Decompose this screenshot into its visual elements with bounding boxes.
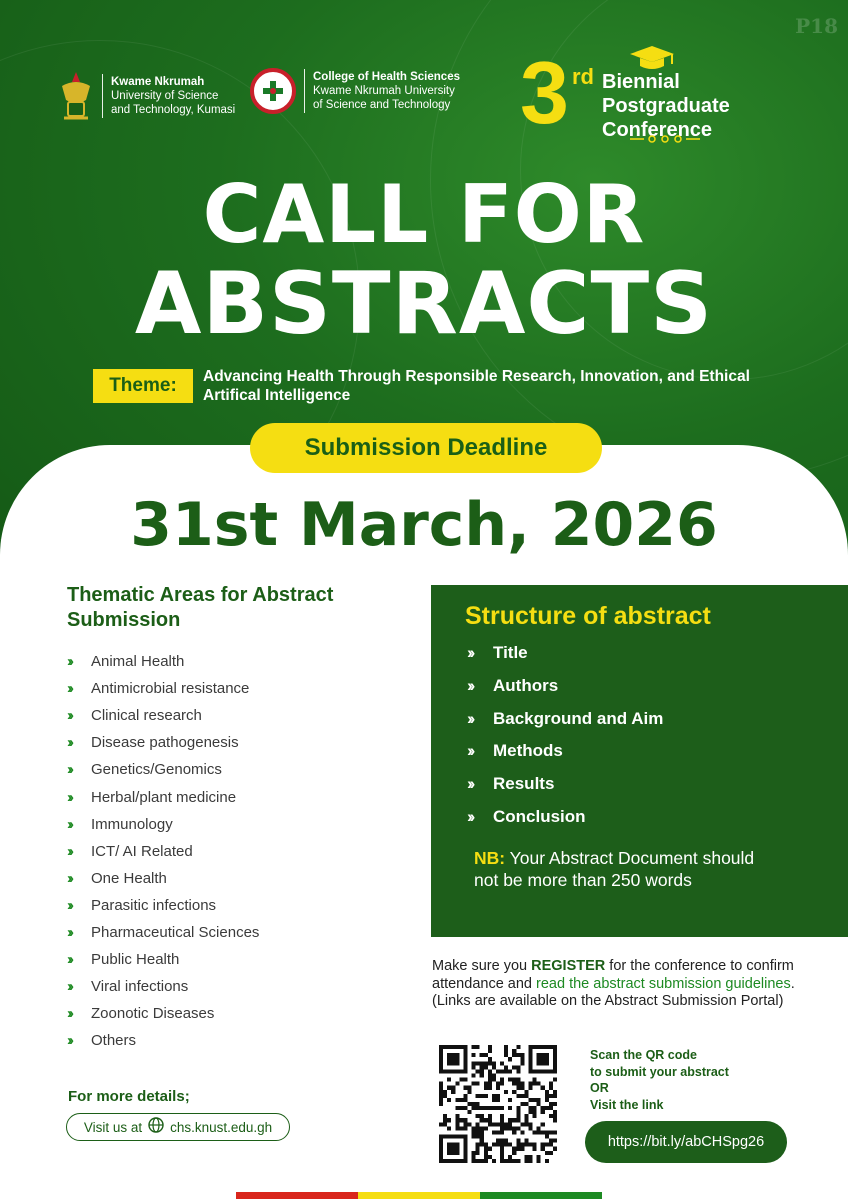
flag-stripe-yellow [358,1192,480,1199]
website-link[interactable] [66,1113,290,1141]
thematic-heading: Thematic Areas for Abstract Submission [67,584,334,631]
headline-line-2: ABSTRACTS [134,254,714,354]
conference-badge [520,44,780,154]
structure-list [467,637,663,833]
nb-text: Your Abstract Document should not be more than 250 words [474,848,755,890]
theme-text: Advancing Health Through Responsible Research, Innovation, and Ethical Artifical Intelligence [203,368,750,404]
chevron-double-right-icon: ›› [67,788,71,806]
abstract-structure-box [431,585,848,937]
chevron-double-right-icon: ›› [67,815,71,833]
list-item: ›› Clinical research [67,707,202,725]
theme-label: Theme: [93,369,193,403]
list-item: ›› Viral infections [67,978,189,996]
knust-crest-icon [58,70,94,122]
chevron-double-right-icon: ›› [67,951,71,969]
list-item: ›› ICT/ AI Related [67,842,193,860]
headline-line-1: CALL FOR [202,168,646,261]
register-note: Make sure you REGISTER for the conference to confirm attendance and read the abstract submission guidelines. (Links are available on the Abstract Submission Portal) [432,958,795,1009]
ornament-divider [630,134,700,147]
chevron-double-right-icon: ›› [67,734,71,752]
list-item: ›› Pharmaceutical Sciences [67,923,260,941]
watermark-text: P18 [795,14,838,38]
chevron-double-right-icon: ›› [67,896,71,914]
chevron-double-right-icon: ›› [467,676,473,696]
conference-number: 3 [520,43,569,142]
list-item: ›› Immunology [67,815,173,833]
chevron-double-right-icon: ›› [67,978,71,996]
chs-logo-block [250,68,460,114]
visit-label: Visit us at [83,1119,143,1135]
chevron-double-right-icon: ›› [67,1032,71,1050]
guidelines-link[interactable]: read the abstract submission guidelines [536,975,791,992]
chevron-double-right-icon: ›› [67,653,71,671]
chevron-double-right-icon: ›› [67,869,71,887]
list-item: ›› Herbal/plant medicine [67,788,237,806]
knust-name: Kwame Nkrumah University of Science and Technology, Kumasi [111,76,236,116]
list-item: ›› One Health [67,869,167,887]
qr-code[interactable] [439,1045,557,1163]
chevron-double-right-icon: ›› [467,774,473,794]
chs-seal-icon [250,68,296,114]
knust-logo-block [58,70,235,122]
nb-label: NB: [474,848,506,868]
deadline-date: 31st March, 2026 [130,490,718,560]
list-item: ›› Conclusion [467,806,586,826]
conference-name: Biennial Postgraduate Conference [602,71,730,141]
more-details-label: For more details; [68,1088,190,1105]
logo-divider [304,69,305,113]
qr-instructions: Scan the QR code to submit your abstract OR Visit the link [590,1048,729,1112]
list-item: ›› Antimicrobial resistance [67,680,250,698]
structure-heading: Structure of abstract [465,602,711,630]
chevron-double-right-icon: ›› [67,761,71,779]
deadline-label: Submission Deadline [250,423,602,473]
chevron-double-right-icon: ›› [67,1005,71,1023]
list-item: ›› Public Health [67,951,180,969]
thematic-list [67,648,259,1054]
chevron-double-right-icon: ›› [467,741,473,761]
list-item: ›› Title [467,643,528,663]
globe-icon [148,1117,164,1137]
list-item: ›› Methods [467,741,563,761]
flag-stripe-red [236,1192,358,1199]
list-item: ›› Others [67,1032,137,1050]
list-item: ›› Authors [467,676,559,696]
list-item: ›› Results [467,774,555,794]
list-item: ›› Animal Health [67,653,185,671]
chevron-double-right-icon: ›› [67,680,71,698]
submission-link-button[interactable]: https://bit.ly/abCHSpg26 [585,1121,787,1163]
list-item: ›› Zoonotic Diseases [67,1005,215,1023]
website-url: chs.knust.edu.gh [170,1119,273,1135]
chs-name: College of Health Sciences Kwame Nkrumah University of Science and Technology [313,71,460,111]
list-item: ›› Parasitic infections [67,896,217,914]
conference-ordinal: rd [572,64,594,89]
list-item: ›› Genetics/Genomics [67,761,222,779]
chevron-double-right-icon: ›› [467,806,473,826]
register-emphasis: REGISTER [531,958,606,974]
list-item: ›› Disease pathogenesis [67,734,239,752]
list-item: ›› Background and Aim [467,708,664,728]
logo-divider [102,74,103,118]
chevron-double-right-icon: ›› [67,707,71,725]
flag-stripe-green [480,1192,602,1199]
chevron-double-right-icon: ›› [467,708,473,728]
chevron-double-right-icon: ›› [67,923,71,941]
chevron-double-right-icon: ›› [67,842,71,860]
chevron-double-right-icon: ›› [467,643,473,663]
nb-note [474,847,774,891]
